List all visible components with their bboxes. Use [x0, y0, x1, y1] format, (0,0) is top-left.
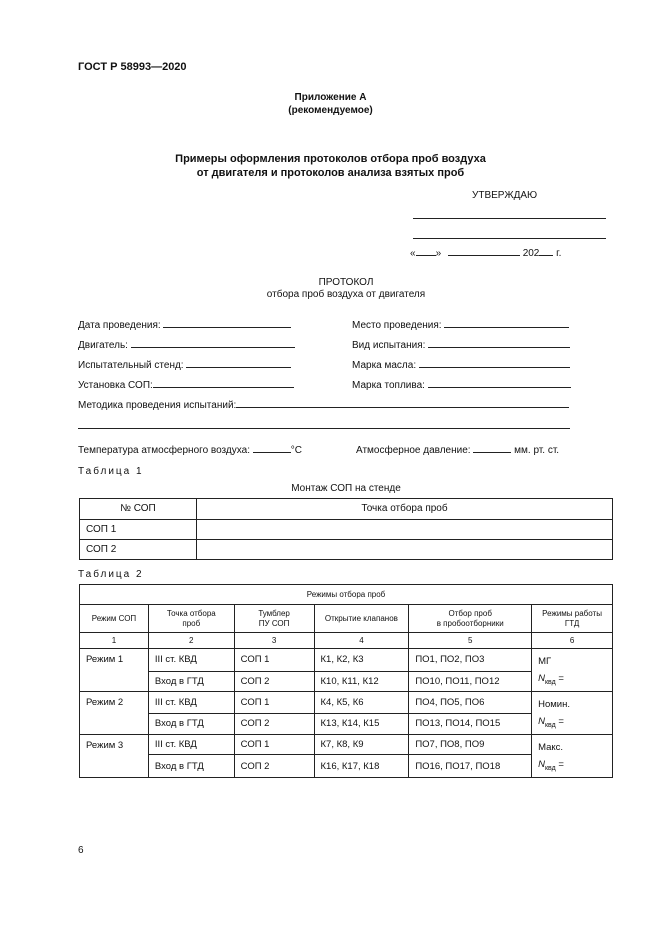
table-row: [80, 540, 613, 560]
approval-signature-line: [413, 218, 606, 219]
table2-cell-point: Вход в ГТД: [148, 671, 234, 691]
table2-n-label: N: [538, 716, 545, 727]
table-row: [80, 520, 613, 540]
table2-num: 3: [234, 633, 314, 649]
table2-cell-valves: К16, К17, К18: [314, 755, 409, 778]
table-row: [80, 649, 613, 672]
table2-cell-valves: К10, К11, К12: [314, 671, 409, 691]
field-method-label: Методика проведения испытаний:: [78, 400, 237, 411]
field-sop-install-label: Установка СОП:: [78, 380, 153, 391]
table2-header-valves-l1: Открытие клапанов: [324, 613, 398, 623]
table2-n-label: N: [538, 673, 545, 684]
table2-n-eq: =: [558, 716, 564, 727]
field-test-type-label: Вид испытания:: [352, 340, 426, 351]
table2-cell-toggle: СОП 2: [234, 713, 314, 735]
table2-gtd-mode: Макс.: [538, 742, 564, 753]
table2-header-sampling: [409, 605, 532, 633]
table2-header-row: [80, 605, 613, 633]
approval-date-end: г.: [556, 248, 562, 259]
table2-gtd-mode: Номин.: [538, 699, 570, 710]
field-oil: [352, 358, 570, 371]
table2-cell-toggle: СОП 1: [234, 649, 314, 672]
table2-header-gtd-l1: Режимы работы: [542, 608, 602, 618]
field-temperature-input[interactable]: [253, 443, 291, 453]
field-engine-input[interactable]: [131, 338, 295, 348]
table2-cell-point: III ст. КВД: [148, 692, 234, 714]
table2-cell-toggle: СОП 1: [234, 735, 314, 755]
table1-cell-sop: СОП 1: [80, 520, 197, 540]
table1-label: Таблица 1: [78, 466, 144, 477]
field-place-input[interactable]: [444, 318, 569, 328]
field-method-input[interactable]: [236, 398, 569, 408]
table2-num: 1: [80, 633, 149, 649]
field-temperature: [78, 443, 302, 456]
table2-n-sub: квд: [544, 679, 556, 686]
appendix-note: (рекомендуемое): [288, 105, 373, 116]
table2-header-mode: [80, 605, 149, 633]
table-row: [80, 735, 613, 755]
field-fuel: [352, 378, 571, 391]
doc-title-line1: Примеры оформления протоколов отбора проб воздуха: [175, 153, 486, 165]
table2-header-toggle-l1: Тумблер: [258, 608, 290, 618]
table2-n-eq: =: [558, 759, 564, 770]
table2-num: 2: [148, 633, 234, 649]
table2-header-toggle-l2: ПУ СОП: [258, 618, 290, 628]
table2-cell-sampling: ПО1, ПО2, ПО3: [409, 649, 532, 672]
protocol-title: ПРОТОКОЛ: [318, 277, 374, 288]
field-test-type: [352, 338, 570, 351]
table2-n-sub: квд: [544, 765, 556, 772]
field-temperature-label: Температура атмосферного воздуха:: [78, 445, 250, 456]
field-test-type-input[interactable]: [428, 338, 570, 348]
table2: [79, 584, 613, 778]
field-date-label: Дата проведения:: [78, 320, 161, 331]
table2-cell-toggle: СОП 2: [234, 671, 314, 691]
protocol-subtitle: отбора проб воздуха от двигателя: [266, 289, 426, 300]
page-number: 6: [78, 845, 84, 856]
table2-n-label: N: [538, 759, 545, 770]
table2-header-point: [148, 605, 234, 633]
table2-header-point-l2: проб: [182, 618, 201, 628]
field-place-label: Место проведения:: [352, 320, 442, 331]
table2-group-header: Режимы отбора проб: [80, 585, 613, 605]
table2-num: 6: [532, 633, 613, 649]
table2-group-header-row: [80, 585, 613, 605]
table2-cell-gtd: [532, 735, 613, 778]
table2-cell-valves: К1, К2, К3: [314, 649, 409, 672]
table2-header-point-l1: Точка отбора: [166, 608, 216, 618]
table2-cell-sampling: ПО16, ПО17, ПО18: [409, 755, 532, 778]
field-pressure-input[interactable]: [473, 443, 511, 453]
appendix-title: Приложение А: [294, 92, 367, 103]
table1-cell-sop: СОП 2: [80, 540, 197, 560]
field-sop-install-input[interactable]: [153, 378, 294, 388]
field-fuel-label: Марка топлива:: [352, 380, 425, 391]
field-method: [78, 398, 569, 411]
field-pressure: [356, 443, 559, 456]
table2-cell-valves: К7, К8, К9: [314, 735, 409, 755]
table2-cell-gtd: [532, 692, 613, 735]
field-pressure-label: Атмосферное давление:: [356, 445, 471, 456]
table2-cell-toggle: СОП 1: [234, 692, 314, 714]
table2-header-toggle: [234, 605, 314, 633]
approval-label: УТВЕРЖДАЮ: [472, 190, 538, 201]
table2-cell-point: III ст. КВД: [148, 735, 234, 755]
table2-header-gtd-l2: ГТД: [564, 618, 580, 628]
field-method-line2[interactable]: [78, 428, 570, 429]
approval-date-mid: »: [435, 248, 442, 259]
table1-cell-point[interactable]: [197, 520, 613, 540]
field-date: [78, 318, 291, 331]
table2-header-gtd: [532, 605, 613, 633]
table1-caption: Монтаж СОП на стенде: [291, 483, 401, 494]
table2-cell-point: Вход в ГТД: [148, 713, 234, 735]
approval-date: [410, 246, 561, 259]
table2-cell-valves: К13, К14, К15: [314, 713, 409, 735]
table2-header-sampling-l2: в пробоотборники: [436, 618, 504, 628]
field-stand: [78, 358, 291, 371]
table2-header-sampling-l1: Отбор проб: [448, 608, 492, 618]
table2-num: 4: [314, 633, 409, 649]
approval-date-year: 202: [522, 248, 540, 259]
table2-n-eq: =: [558, 673, 564, 684]
table2-cell-sampling: ПО10, ПО11, ПО12: [409, 671, 532, 691]
field-engine-label: Двигатель:: [78, 340, 128, 351]
table2-cell-mode: Режим 1: [80, 649, 149, 692]
table2-cell-valves: К4, К5, К6: [314, 692, 409, 714]
field-pressure-unit: мм. рт. ст.: [514, 445, 560, 456]
table1: [79, 498, 613, 560]
approval-name-line: [413, 238, 606, 239]
table2-cell-mode: Режим 2: [80, 692, 149, 735]
field-sop-install: [78, 378, 294, 391]
table1-header-point: Точка отбора проб: [197, 499, 613, 520]
field-stand-label: Испытательный стенд:: [78, 360, 184, 371]
table1-header-sop: № СОП: [80, 499, 197, 520]
table2-cell-gtd: [532, 649, 613, 692]
table-row: [80, 692, 613, 714]
table2-cell-point: Вход в ГТД: [148, 755, 234, 778]
table2-number-row: [80, 633, 613, 649]
table2-label: Таблица 2: [78, 569, 144, 580]
table2-header-valves: [314, 605, 409, 633]
table2-cell-sampling: ПО7, ПО8, ПО9: [409, 735, 532, 755]
field-place: [352, 318, 569, 331]
table1-cell-point[interactable]: [197, 540, 613, 560]
table2-cell-toggle: СОП 2: [234, 755, 314, 778]
standard-header: ГОСТ Р 58993—2020: [78, 61, 187, 73]
field-stand-input[interactable]: [186, 358, 291, 368]
approval-date-open: «: [410, 248, 416, 259]
field-engine: [78, 338, 295, 351]
field-fuel-input[interactable]: [428, 378, 571, 388]
field-date-input[interactable]: [163, 318, 291, 328]
table2-cell-mode: Режим 3: [80, 735, 149, 778]
doc-title-line2: от двигателя и протоколов анализа взятых проб: [196, 167, 465, 179]
table2-header-mode-l1: Режим СОП: [91, 613, 137, 623]
field-oil-label: Марка масла:: [352, 360, 417, 371]
table2-n-sub: квд: [544, 722, 556, 729]
field-temperature-unit: °С: [290, 445, 302, 456]
table2-cell-sampling: ПО13, ПО14, ПО15: [409, 713, 532, 735]
table2-cell-point: III ст. КВД: [148, 649, 234, 672]
table2-cell-sampling: ПО4, ПО5, ПО6: [409, 692, 532, 714]
table2-num: 5: [409, 633, 532, 649]
table1-header-row: [80, 499, 613, 520]
table2-gtd-mode: МГ: [538, 656, 552, 667]
field-oil-input[interactable]: [419, 358, 570, 368]
